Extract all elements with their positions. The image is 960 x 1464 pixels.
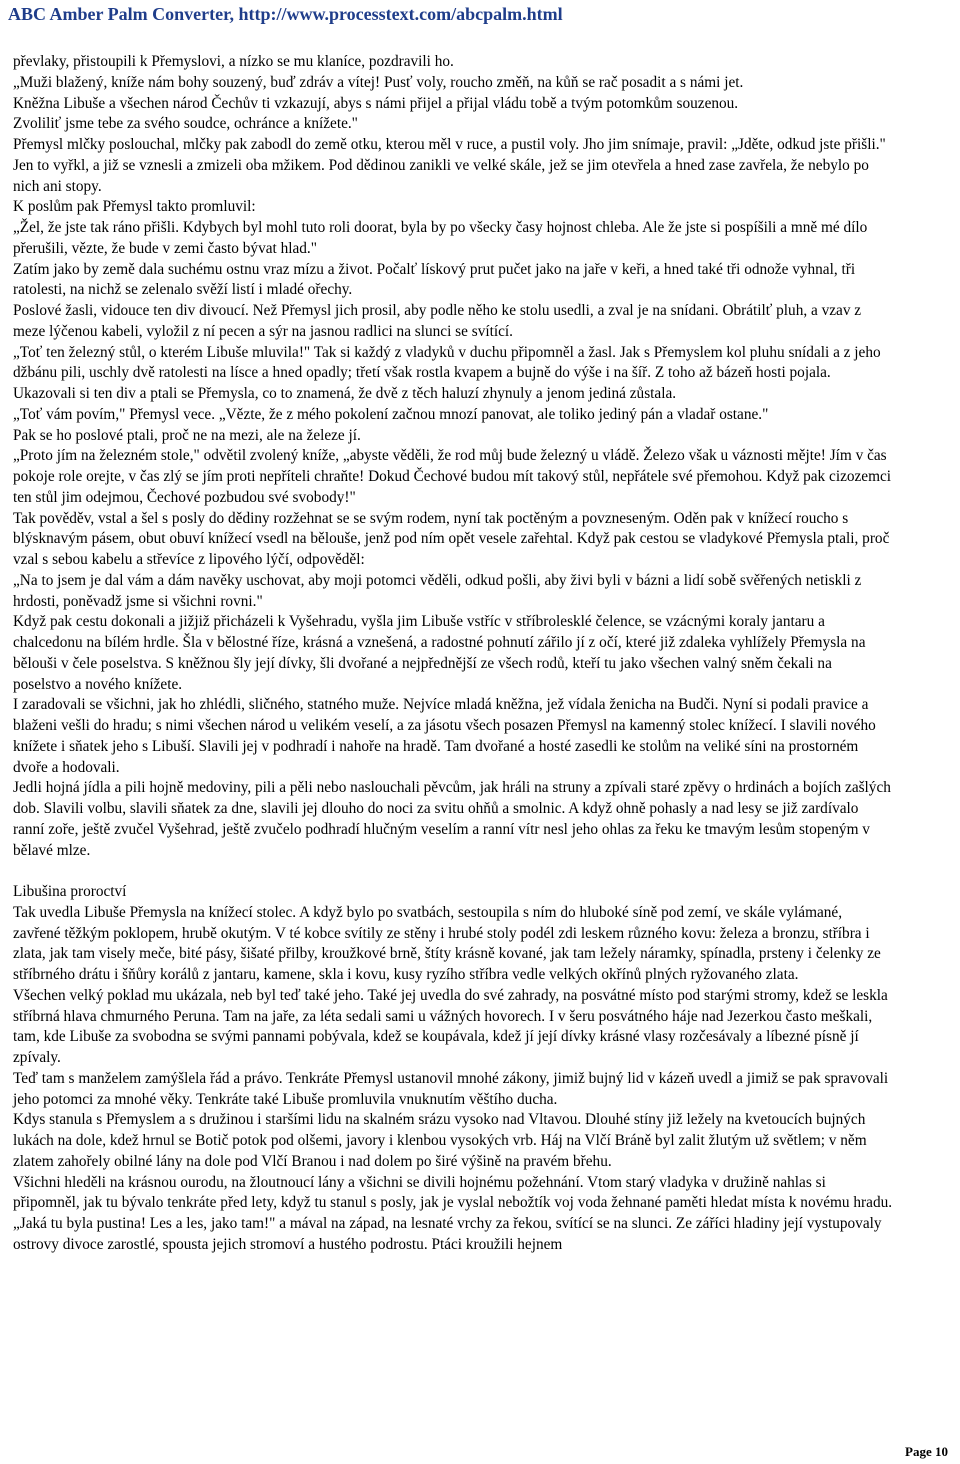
paragraph: Jen to vyřkl, a již se vznesli a zmizeli oba mžikem. Pod dědinou zanikli ve velké skále, jež se jim otevřela a hned zase zavřela, že nebylo po nich ani stopy. — [13, 156, 869, 195]
paragraph: Zvoliliť jsme tebe za svého soudce, ochránce a knížete." — [13, 115, 358, 133]
paragraph: „Muži blažený, kníže nám bohy souzený, buď zdráv a vítej! Pusť voly, roucho změň, na kůň se rač posadit a s námi jet. — [13, 73, 744, 91]
paragraph: Poslové žasli, vidouce ten div divoucí. Než Přemysl jich prosil, aby podle něho ke stolu usedli, a zval je na snídani. Obrátilť pluh, a vzav z meze lýčenou kabeli, vyložil z ní pecen a sýr na jasnou radlici na slunci se svítící. — [13, 302, 862, 340]
paragraph: „Proto jím na železném stole," odvětil zvolený kníže, „abyste věděli, že rod můj bude železný u vládě. Železo však u váznosti mějte! Jím v čas pokoje role orejte, v čas zlý se jím proti nepříteli chraňte! Dokud Čechové budou mít takový stůl, nepřátele své přemohou. Když pak cizozemci ten stůl jim odejmou, Čechové pozbudou své svobody!" — [13, 447, 892, 506]
paragraph: Všechen velký poklad mu ukázala, neb byl teď také jeho. Také jej uvedla do své zahrady, na posvátné místo pod starými stromy, kdež se leskla stříbrná hlava chmurného Peruna. Tam na jaře, za léta sedali sami u vážných hovorech. I v šeru posvátného háje nad Jezerkou často meškali, tam, kde Libuše za svobodna se svými pannami pobývala, kdež se koupávala, kdež jí její dívky krásné vlasy rozčesávaly a líbezné písně jí zpívaly. — [13, 986, 888, 1066]
section-title: Libušina proroctví — [13, 883, 127, 900]
paragraph: „Jaká tu byla pustina! Les a les, jako tam!" a mával na západ, na lesnaté vrchy za řekou, svítící se na slunci. Ze záříci hladiny její vystupovaly ostrovy divoce zarostlé, spousta jejich stromoví a hustého podrostu. Ptáci kroužili hejnem — [13, 1215, 882, 1253]
paragraph: Zatím jako by země dala suchému ostnu vraz mízu a život. Počalť lískový prut pučet jako na jaře v keři, a hned také tři odnože vyhnal, tři ratolesti, na nichž se zelenalo svěží listí i mladé ořechy. — [13, 260, 856, 299]
paragraph: K poslům pak Přemysl takto promluvil: — [13, 198, 256, 216]
document-header: ABC Amber Palm Converter, http://www.processtext.com/abcpalm.html — [8, 4, 563, 24]
paragraph: „Na to jsem je dal vám a dám navěky uschovat, aby moji potomci věděli, odkud pošli, aby živi byli v bázni a lidí sobě svěřených netiskli z hrdosti, poněvadž jsme si všichni rovni." — [13, 571, 862, 610]
paragraph: Kněžna Libuše a všechen národ Čechův ti vzkazují, abys s námi přijel a přijal vládu tobě a tvým potomkům souzenou. — [13, 94, 739, 112]
paragraph: Kdys stanula s Přemyslem a s družinou i staršími lidu na skalném srázu vysoko nad Vltavou. Dlouhé stíny již ležely na kvetoucích bujných lukách na dole, kdež hrnul se Botič potok pod olšemi, javory i klenbou vysokých vrb. Háj na Vlčí Bráně byl zalit žlutým už světlem; v něm zlatem zahořely obilné lány na dole pod Vlčí Branou i nad dolem po širé výšině na pravém břehu. — [13, 1111, 867, 1170]
paragraph: Jedli hojná jídla a pili hojně medoviny, pili a pěli nebo naslouchali pěvcům, jak hráli na struny a zpívali staré zpěvy o hrdinách a bojích zašlých dob. Slavili volbu, slavili sňatek za dne, slavili jej dlouho do noci za svitu ohňů a smolnic. A když ohně pohasly a nad lesy se již zardívalo ranní zoře, ještě zvučel Vyšehrad, ještě zvučelo podhradí hlučným veselím a ranní vítr nesl jeho ohlas za řeku ke tmavým lesům stopeným v bělavé mlze. — [13, 779, 891, 859]
paragraph: I zaradovali se všichni, jak ho zhlédli, sličného, statného muže. Nejvíce mladá kněžna, jež vídala ženicha na Budči. Nyní si podali pravice a blaženi vešli do hradu; s nimi všechen národ u velikém veselí, a za jásotu všech posazen Přemysl na kamenný stolec knížecí. I slavili nového knížete i sňatek jeho s Libuší. Slavili jej v podhradí i nahoře na hradě. Tam dvořané a hosté zasedli ke stolům na veliké síni na prostorném dvoře a hodovali. — [13, 696, 876, 776]
paragraph: převlaky, přistoupili k Přemyslovi, a nízko se mu klaníce, pozdravili ho. — [13, 53, 454, 70]
paragraph: Tak pověděv, vstal a šel s posly do dědiny rozžehnat se se svým rodem, nyní tak poctěným a povzneseným. Oděn pak v knížecí roucho s blýsknavým pásem, obut obuví knížecí vsedl na bělouše, jenž pod ním opět vesele zařehtal. Když pak cestou se vladykové Přemysla ptali, proč vzal s sebou kabelu a střevíce z lipového lýčí, odpověděl: — [13, 509, 890, 568]
paragraph: Když pak cestu dokonali a jižjiž přicházeli k Vyšehradu, vyšla jim Libuše vstříc v stříbrolesklé čelence, se vzácnými koraly jantaru a chalcedonu na bílém hrdle. Šla v bělostné říze, krásná a vznešená, a radostné pohnutí zářilo jí z očí, které již zdaleka vyhlížely Přemysla na bělouši v čele poselstva. S kněžnou šly její dívky, šli dvořané a nejpřednější ze všech rodů, kteří tu jako všechen valný sněm čekali na poselstvo a nového knížete. — [13, 613, 866, 693]
paragraph: Pak se ho poslové ptali, proč ne na mezi, ale na železe jí. — [13, 426, 361, 444]
paragraph: „Toť ten železný stůl, o kterém Libuše mluvila!" Tak si každý z vladyků v duchu připomněl a žasl. Jak s Přemyslem kol pluhu snídali a z jeho džbánu pili, uschly dvě ratolesti na lísce a hned opadly; třetí však rostla kvapem a bujně do výše i na šíř. Z toho až bázeň hosti pojala. Ukazovali si ten div a ptali se Přemysla, co to znamená, že dvě z těch haluzí zhynuly a jenom jediná zůstala. — [13, 343, 881, 402]
document-body — [13, 52, 893, 1256]
paragraph: Tak uvedla Libuše Přemysla na knížecí stolec. A když bylo po svatbách, sestoupila s ním do hluboké síně pod zemí, ve skále vylámané, zavřené těžkým poklopem, hrubě okutým. V té kobce svítily ze stěny i hrubé stoly podél zdi leskem různého kovu: železa a bronzu, stříbra i zlata, jak tam visely meče, bité pásy, šišaté přilby, kroužkové brně, štíty krásně kované, jak tam ležely náramky, spínadla, prsteny i čelenky ze stříbrného drátu i šňůry korálů z jantaru, kamene, skla i kovu, kusy ryzího stříbra vedle velkých okřínů plných ryžovaného zlata. — [13, 903, 881, 983]
paragraph: Přemysl mlčky poslouchal, mlčky pak zabodl do země otku, kterou měl v ruce, a pustil voly. Jho jim snímaje, pravil: „Jděte, odkud jste přišli." — [13, 136, 886, 153]
page-number: Page 10 — [905, 1444, 948, 1459]
paragraph: „Žel, že jste tak ráno přišli. Kdybych byl mohl tuto roli doorat, byla by po všecky časy hojnost chleba. Ale že jste si pospíšili a mně mé dílo přerušili, vězte, že bude v zemi často bývat hlad." — [13, 219, 868, 257]
paragraph-spacer — [13, 861, 893, 882]
paragraph: „Toť vám povím," Přemysl vece. „Vězte, že z mého pokolení začnou mnozí panovat, ale toliko jediný pán a vladař ostane." — [13, 405, 769, 423]
paragraph: Teď tam s manželem zamýšlela řád a právo. Tenkráte Přemysl ustanovil mnohé zákony, jimiž bujný lid v kázeň uvedl a jimiž se pak spravovali jeho potomci za mnohé věky. Tenkráte také Libuše promluvila vnuknutím věštího ducha. — [13, 1069, 889, 1108]
paragraph: Všichni hleděli na krásnou ourodu, na žloutnoucí lány a všichni se divili hojnému požehnání. Vtom starý vladyka v družině nahlas si připomněl, jak tu bývalo tenkráte před lety, když tu stanul s posly, jak je vyslal nebožtík voj voda žehnané paměti hledat místa k novému hradu. — [13, 1173, 893, 1212]
